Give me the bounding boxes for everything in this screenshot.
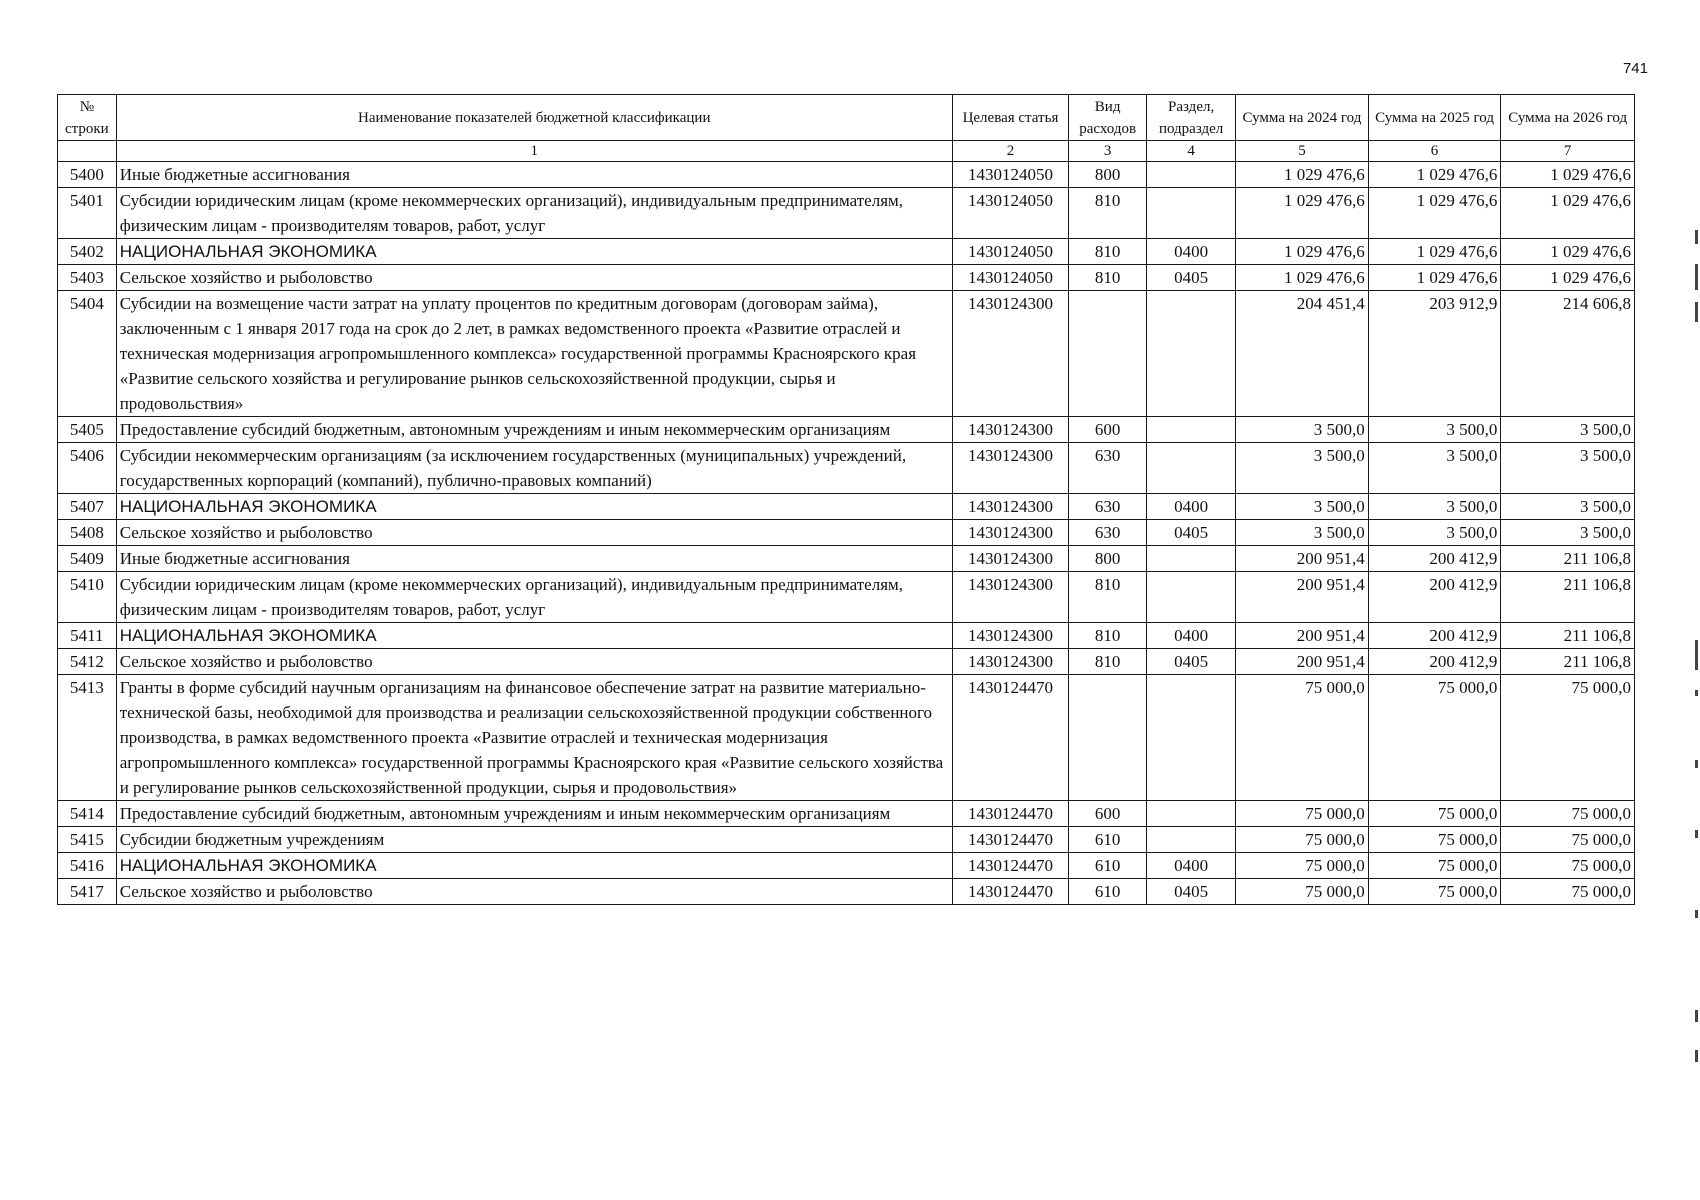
cell-sum-2026: 211 106,8 [1501,546,1635,572]
cell-target: 1430124300 [952,572,1068,623]
cell-expense-type: 630 [1069,520,1147,546]
header-sum-2024: Сумма на 2024 год [1236,95,1369,141]
cell-row-number: 5401 [58,188,117,239]
header-sum-2026: Сумма на 2026 год [1501,95,1635,141]
cell-sum-2026: 75 000,0 [1501,827,1635,853]
scan-mark [1695,1010,1698,1022]
table-body [58,162,1635,905]
cell-sum-2024: 200 951,4 [1236,572,1369,623]
cell-sum-2025: 200 412,9 [1368,572,1501,623]
header-sum-2025: Сумма на 2025 год [1368,95,1501,141]
table-row [58,443,1635,494]
cell-section [1147,188,1236,239]
cell-row-number: 5404 [58,291,117,417]
cell-sum-2024: 75 000,0 [1236,675,1369,801]
cell-row-number: 5409 [58,546,117,572]
cell-row-number: 5417 [58,879,117,905]
cell-sum-2026: 214 606,8 [1501,291,1635,417]
cell-name: Иные бюджетные ассигнования [116,162,952,188]
cell-sum-2025: 3 500,0 [1368,443,1501,494]
cell-sum-2025: 75 000,0 [1368,879,1501,905]
table-row [58,546,1635,572]
cell-target: 1430124300 [952,649,1068,675]
cell-sum-2024: 3 500,0 [1236,520,1369,546]
cell-expense-type: 600 [1069,801,1147,827]
cell-row-number: 5400 [58,162,117,188]
cell-target: 1430124050 [952,188,1068,239]
cell-name: Сельское хозяйство и рыболовство [116,649,952,675]
cell-sum-2026: 211 106,8 [1501,572,1635,623]
cell-sum-2026: 1 029 476,6 [1501,239,1635,265]
cell-expense-type: 600 [1069,417,1147,443]
cell-target: 1430124470 [952,853,1068,879]
cell-section [1147,546,1236,572]
table-row [58,801,1635,827]
cell-sum-2024: 200 951,4 [1236,649,1369,675]
cell-name: Гранты в форме субсидий научным организациям на финансовое обеспечение затрат на развитие материально-технической базы, необходимой для производства и реализации сельскохозяйственной продукции собственного производства, в рамках ведомственного проекта «Развитие отраслей и техническая модернизация агропромышленного комплекса» государственной программы Красноярского края «Развитие сельского хозяйства и регулирование рынков сельскохозяйственной продукции, сырья и продовольствия» [116,675,952,801]
cell-row-number: 5410 [58,572,117,623]
cell-sum-2026: 75 000,0 [1501,853,1635,879]
cell-sum-2025: 3 500,0 [1368,520,1501,546]
cell-row-number: 5403 [58,265,117,291]
cell-expense-type: 810 [1069,623,1147,649]
cell-expense-type: 630 [1069,443,1147,494]
cell-row-number: 5413 [58,675,117,801]
cell-sum-2026: 3 500,0 [1501,417,1635,443]
cell-row-number: 5406 [58,443,117,494]
table-row [58,827,1635,853]
table-row [58,572,1635,623]
cell-sum-2024: 1 029 476,6 [1236,188,1369,239]
cell-name: НАЦИОНАЛЬНАЯ ЭКОНОМИКА [116,239,952,265]
header-row-number: № строки [58,95,117,141]
cell-sum-2024: 3 500,0 [1236,417,1369,443]
cell-sum-2026: 75 000,0 [1501,879,1635,905]
cell-sum-2026: 1 029 476,6 [1501,162,1635,188]
cell-sum-2025: 1 029 476,6 [1368,188,1501,239]
table-row [58,417,1635,443]
cell-section: 0400 [1147,853,1236,879]
cell-sum-2024: 3 500,0 [1236,494,1369,520]
cell-section [1147,827,1236,853]
cell-name: Сельское хозяйство и рыболовство [116,265,952,291]
cell-sum-2026: 211 106,8 [1501,623,1635,649]
cell-sum-2025: 75 000,0 [1368,675,1501,801]
cell-section [1147,443,1236,494]
column-number-row [58,141,1635,162]
cell-expense-type: 610 [1069,827,1147,853]
cell-expense-type: 810 [1069,239,1147,265]
cell-target: 1430124300 [952,520,1068,546]
scan-mark [1695,1050,1698,1062]
scan-mark [1695,690,1698,696]
cell-sum-2025: 200 412,9 [1368,546,1501,572]
table-row [58,879,1635,905]
cell-section: 0405 [1147,520,1236,546]
cell-sum-2025: 200 412,9 [1368,623,1501,649]
cell-expense-type: 610 [1069,853,1147,879]
cell-target: 1430124470 [952,827,1068,853]
cell-expense-type: 800 [1069,162,1147,188]
cell-expense-type: 810 [1069,649,1147,675]
scan-mark [1695,302,1698,322]
scan-mark [1695,760,1698,768]
cell-sum-2025: 1 029 476,6 [1368,265,1501,291]
scan-edge-marks [1694,220,1700,1180]
cell-target: 1430124470 [952,675,1068,801]
cell-sum-2024: 204 451,4 [1236,291,1369,417]
cell-row-number: 5408 [58,520,117,546]
cell-section: 0405 [1147,879,1236,905]
cell-name: Субсидии на возмещение части затрат на уплату процентов по кредитным договорам (договорам займа), заключенным с 1 января 2017 года на срок до 2 лет, в рамках ведомственного проекта «Развитие отраслей и техническая модернизация агропромышленного комплекса» государственной программы Красноярского края «Развитие сельского хозяйства и регулирование рынков сельскохозяйственной продукции, сырья и продовольствия» [116,291,952,417]
cell-name: Сельское хозяйство и рыболовство [116,520,952,546]
cell-row-number: 5414 [58,801,117,827]
cell-sum-2026: 3 500,0 [1501,494,1635,520]
table-row [58,520,1635,546]
cell-sum-2026: 1 029 476,6 [1501,188,1635,239]
cell-target: 1430124470 [952,879,1068,905]
cell-target: 1430124300 [952,291,1068,417]
cell-target: 1430124050 [952,162,1068,188]
column-number: 7 [1501,141,1635,162]
cell-expense-type: 800 [1069,546,1147,572]
cell-row-number: 5407 [58,494,117,520]
header-name: Наименование показателей бюджетной классификации [116,95,952,141]
cell-target: 1430124050 [952,239,1068,265]
cell-section [1147,291,1236,417]
cell-name: Предоставление субсидий бюджетным, автономным учреждениям и иным некоммерческим организациям [116,801,952,827]
cell-section: 0400 [1147,494,1236,520]
table-row [58,675,1635,801]
cell-sum-2025: 200 412,9 [1368,649,1501,675]
cell-section [1147,801,1236,827]
cell-section [1147,572,1236,623]
cell-section: 0400 [1147,623,1236,649]
cell-row-number: 5416 [58,853,117,879]
cell-target: 1430124050 [952,265,1068,291]
cell-section [1147,675,1236,801]
table-row [58,649,1635,675]
table-row [58,494,1635,520]
cell-sum-2024: 1 029 476,6 [1236,239,1369,265]
header-section: Раздел, подраздел [1147,95,1236,141]
cell-sum-2024: 200 951,4 [1236,546,1369,572]
table-row [58,188,1635,239]
column-number-blank [58,141,117,162]
cell-sum-2024: 75 000,0 [1236,879,1369,905]
cell-sum-2025: 75 000,0 [1368,853,1501,879]
page-number: 741 [1622,60,1648,77]
table-row [58,162,1635,188]
cell-row-number: 5405 [58,417,117,443]
column-number: 5 [1236,141,1369,162]
cell-name: Субсидии юридическим лицам (кроме некоммерческих организаций), индивидуальным предпринимателям, физическим лицам - производителям товаров, работ, услуг [116,188,952,239]
cell-sum-2025: 203 912,9 [1368,291,1501,417]
cell-sum-2024: 75 000,0 [1236,853,1369,879]
scan-mark [1695,640,1698,670]
cell-sum-2026: 3 500,0 [1501,520,1635,546]
cell-row-number: 5402 [58,239,117,265]
table-row [58,623,1635,649]
cell-target: 1430124300 [952,443,1068,494]
cell-sum-2024: 75 000,0 [1236,801,1369,827]
table-row [58,239,1635,265]
cell-expense-type: 810 [1069,572,1147,623]
cell-target: 1430124300 [952,494,1068,520]
scan-mark [1695,910,1698,918]
cell-sum-2026: 75 000,0 [1501,675,1635,801]
column-number: 3 [1069,141,1147,162]
cell-name: Субсидии бюджетным учреждениям [116,827,952,853]
cell-sum-2025: 75 000,0 [1368,801,1501,827]
budget-table [57,94,1635,905]
cell-name: НАЦИОНАЛЬНАЯ ЭКОНОМИКА [116,494,952,520]
cell-sum-2024: 3 500,0 [1236,443,1369,494]
column-number: 6 [1368,141,1501,162]
cell-row-number: 5415 [58,827,117,853]
column-number: 1 [116,141,952,162]
cell-sum-2025: 3 500,0 [1368,417,1501,443]
cell-expense-type: 810 [1069,265,1147,291]
cell-sum-2025: 1 029 476,6 [1368,162,1501,188]
cell-section [1147,162,1236,188]
cell-sum-2025: 1 029 476,6 [1368,239,1501,265]
cell-sum-2024: 75 000,0 [1236,827,1369,853]
cell-sum-2026: 75 000,0 [1501,801,1635,827]
cell-name: Предоставление субсидий бюджетным, автономным учреждениям и иным некоммерческим организациям [116,417,952,443]
cell-sum-2024: 1 029 476,6 [1236,265,1369,291]
table-header-row [58,95,1635,141]
cell-expense-type: 610 [1069,879,1147,905]
cell-section: 0405 [1147,265,1236,291]
cell-name: Субсидии юридическим лицам (кроме некоммерческих организаций), индивидуальным предпринимателям, физическим лицам - производителям товаров, работ, услуг [116,572,952,623]
cell-target: 1430124300 [952,623,1068,649]
scan-mark [1695,264,1698,290]
header-expense-type: Вид расходов [1069,95,1147,141]
cell-sum-2025: 75 000,0 [1368,827,1501,853]
column-number: 4 [1147,141,1236,162]
cell-row-number: 5411 [58,623,117,649]
cell-section [1147,417,1236,443]
table-row [58,853,1635,879]
cell-target: 1430124300 [952,417,1068,443]
cell-expense-type: 810 [1069,188,1147,239]
cell-target: 1430124300 [952,546,1068,572]
cell-sum-2024: 200 951,4 [1236,623,1369,649]
cell-section: 0405 [1147,649,1236,675]
scan-mark [1695,830,1698,838]
cell-sum-2026: 211 106,8 [1501,649,1635,675]
column-number: 2 [952,141,1068,162]
cell-row-number: 5412 [58,649,117,675]
cell-sum-2026: 3 500,0 [1501,443,1635,494]
table-row [58,291,1635,417]
cell-sum-2024: 1 029 476,6 [1236,162,1369,188]
cell-expense-type [1069,291,1147,417]
cell-target: 1430124470 [952,801,1068,827]
cell-expense-type [1069,675,1147,801]
cell-name: НАЦИОНАЛЬНАЯ ЭКОНОМИКА [116,853,952,879]
cell-expense-type: 630 [1069,494,1147,520]
cell-section: 0400 [1147,239,1236,265]
cell-name: Субсидии некоммерческим организациям (за исключением государственных (муниципальных) учреждений, государственных корпораций (компаний), публично-правовых компаний) [116,443,952,494]
table-row [58,265,1635,291]
cell-name: Сельское хозяйство и рыболовство [116,879,952,905]
cell-name: НАЦИОНАЛЬНАЯ ЭКОНОМИКА [116,623,952,649]
cell-sum-2025: 3 500,0 [1368,494,1501,520]
scan-mark [1695,230,1698,244]
header-target: Целевая статья [952,95,1068,141]
cell-name: Иные бюджетные ассигнования [116,546,952,572]
cell-sum-2026: 1 029 476,6 [1501,265,1635,291]
